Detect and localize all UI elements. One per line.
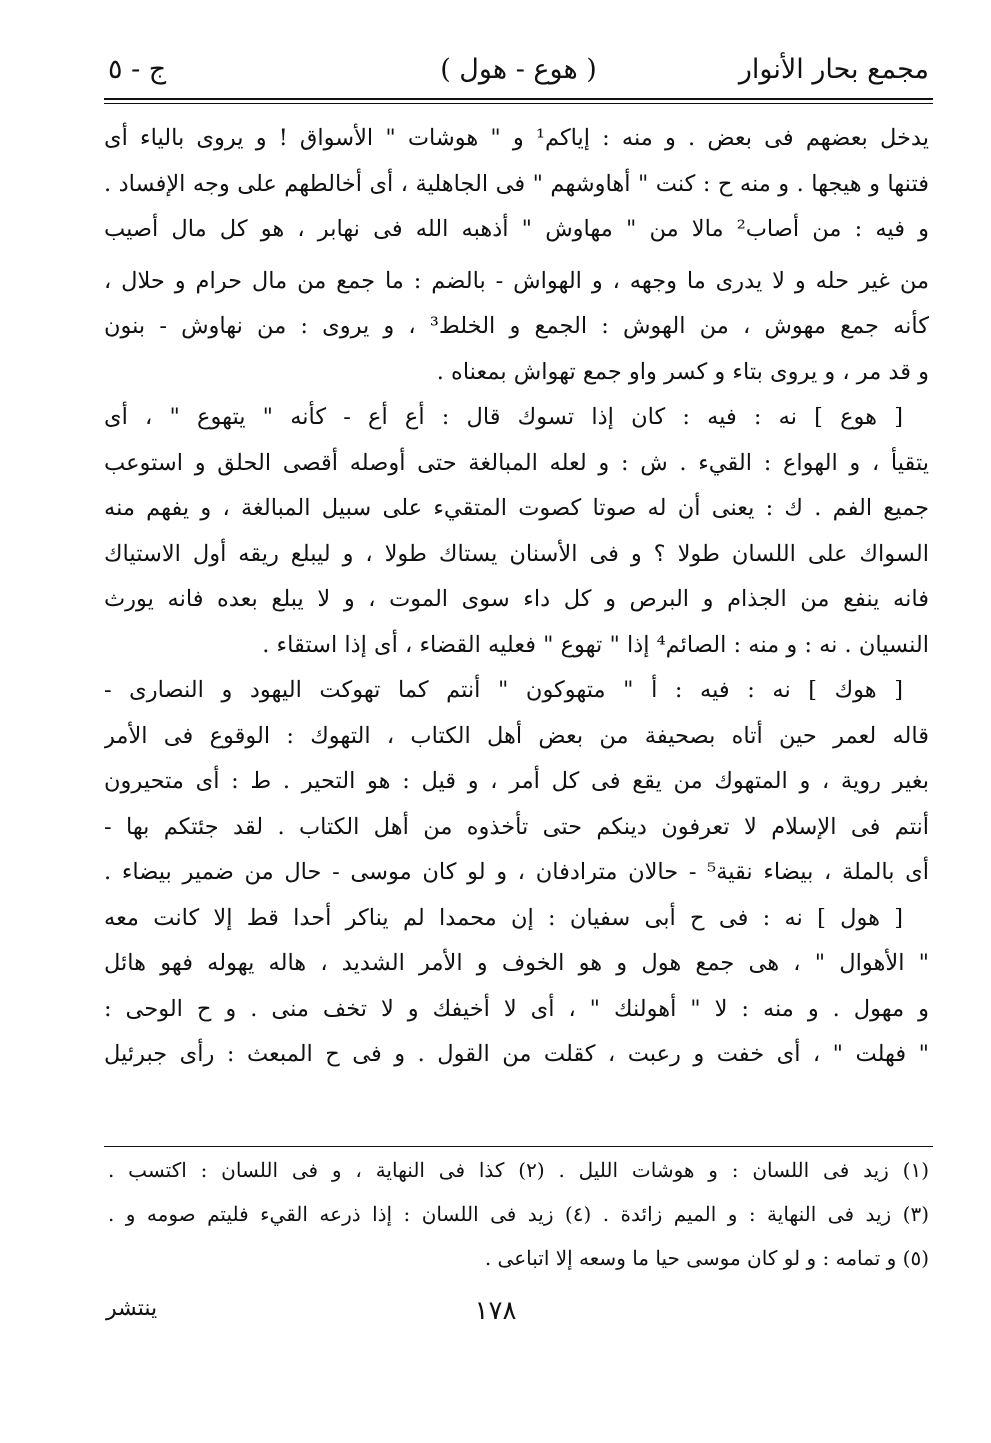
- text-line: فتنها و هيجها . و منه ح : كنت " أهاوشهم " فى الجاهلية ، أى أخالطهم على وجه الإفساد .: [104, 170, 929, 197]
- text-line: أى بالملة ، بيضاء نقية⁵ - حالان مترادفان ، و لو كان موسى - حال من ضمير بيضاء .: [104, 859, 929, 885]
- text-line: يدخل بعضهم فى بعض . و منه : إياكم¹ و " هوشات " الأسواق ! و يروى بالياء أى: [104, 125, 929, 151]
- catchword: ينتشر: [106, 1296, 158, 1321]
- header-rule: [104, 98, 933, 100]
- footnotes: [108, 1148, 929, 1280]
- running-header: [108, 50, 929, 98]
- entry-heading-line: [ هوك ] نه : فيه : أ " متهوكون " أنتم كما تهوكت اليهود و النصارى -: [104, 677, 903, 703]
- text-line: فانه ينفع من الجذام و البرص و كل داء سوى الموت ، و لا يبلع بعده فانه يورث: [104, 586, 929, 612]
- text-line: النسيان . نه : و منه : الصائم⁴ إذا " تهوع " فعليه القضاء ، أى إذا استقاء .: [262, 631, 929, 658]
- header-rule-thin: [104, 103, 933, 104]
- entry-heading-line: [ هوع ] نه : فيه : كان إذا تسوك قال : أع أع - كأنه " يتهوع " ، أى: [104, 404, 903, 430]
- text-line: و فيه : من أصاب² مالا من " مهاوش " أذهبه الله فى نهابر ، هو كل مال أصيب: [104, 216, 929, 242]
- footnote-line: (٣) زيد فى النهاية : و الميم زائدة . (٤) زيد فى اللسان : إذا ذرعه القيء فليتم صومه و .: [108, 1202, 929, 1226]
- text-line: السواك على اللسان طولا ؟ و فى الأسنان يستاك طولا ، و ليبلع ريقه أول الاستياك: [104, 540, 929, 567]
- entry-heading-line: [ هول ] نه : فى ح أبى سفيان : إن محمدا لم يناكر أحدا قط إلا كانت معه: [104, 904, 903, 931]
- text-line: و قد مر ، و يروى بتاء و كسر واو جمع تهواش بمعناه .: [436, 358, 929, 385]
- text-line: جميع الفم . ك : يعنى أن له صوتا كصوت المتقيء على سبيل المبالغة ، و يفهم منه: [104, 495, 929, 521]
- book-title: مجمع بحار الأنوار: [738, 54, 929, 85]
- volume-number: ج - ٥: [108, 54, 167, 85]
- text-line: كأنه جمع مهوش ، من الهوش : الجمع و الخلط³ ، و يروى : من نهاوش - بنون: [104, 313, 929, 339]
- footnote-rule: [104, 1146, 933, 1147]
- text-line: " الأهوال " ، هى جمع هول و هو الخوف و الأمر الشديد ، هاله يهوله فهو هائل: [104, 950, 929, 976]
- text-line: أنتم فى الإسلام لا تعرفون دينكم حتى تأخذوه من أهل الكتاب . لقد جئتكم بها -: [104, 813, 929, 840]
- entry-range: ( هوع - هول ): [440, 54, 597, 85]
- text-line: " فهلت " ، أى خفت و رعبت ، كقلت من القول . و فى ح المبعث : رأى جبرئيل: [104, 1041, 929, 1067]
- text-line: بغير روية ، و المتهوك من يقع فى كل أمر ، و قيل : هو التحير . ط : أى متحيرون: [104, 768, 929, 794]
- main-text: [104, 116, 929, 1078]
- footnote-line: (١) زيد فى اللسان : و هوشات الليل . (٢) كذا فى النهاية ، و فى اللسان : اكتسب .: [108, 1158, 929, 1182]
- text-line: و مهول . و منه : لا " أهولنك " ، أى لا أخيفك و لا تخف منى . و ح الوحى :: [104, 995, 929, 1022]
- footnote-line: (٥) و تمامه : و لو كان موسى حيا ما وسعه إلا اتباعى .: [484, 1246, 929, 1270]
- text-line: يتقيأ ، و الهواع : القيء . ش : و لعله المبالغة حتى أوصله أقصى الحلق و استوعب: [104, 449, 929, 476]
- page-number: ١٧٨: [474, 1296, 517, 1326]
- text-line: من غير حله و لا يدرى ما وجهه ، و الهواش - بالضم : ما جمع من مال حرام و حلال ،: [104, 267, 929, 294]
- text-line: قاله لعمر حين أتاه بصحيفة من بعض أهل الكتاب ، التهوك : الوقوع فى الأمر: [104, 722, 929, 749]
